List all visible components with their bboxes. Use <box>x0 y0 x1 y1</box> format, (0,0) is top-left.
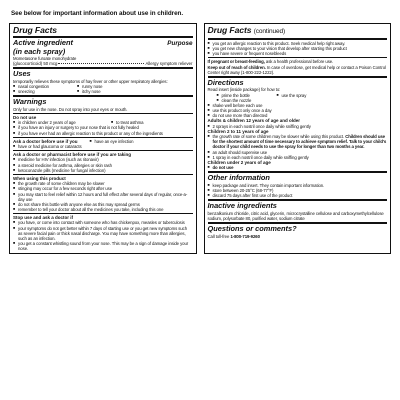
list-item: ■ remember to tell your doctor about all the medicines you take, including this one <box>13 207 193 212</box>
inactive-heading: Inactive ingredients <box>207 201 277 211</box>
divider <box>13 113 193 114</box>
ingredient-purpose-row <box>13 61 193 66</box>
list-item: ■ if you have an injury or surgery to your nose that is not fully healed <box>13 125 193 130</box>
list-item: ■ if you have ever had an allergic reaction to this product or any of the ingredients <box>13 131 193 136</box>
warnings-heading: Warnings <box>13 97 47 107</box>
adults-heading: Adults & children 12 years of age and older <box>207 118 301 124</box>
list-item: ■ the growth rate of some children may be slower <box>13 181 193 186</box>
list-item: ■ have an eye infection <box>90 139 134 144</box>
top-note: See below for important information about use in children. <box>11 10 184 17</box>
list-item: ■ do not use <box>208 165 388 170</box>
divider <box>13 174 193 175</box>
questions-prefix: Call toll-free <box>207 233 230 239</box>
list-item: ■ keep package and insert. They contain important information. <box>208 183 388 188</box>
drug-facts-continued-title <box>208 25 388 37</box>
warnings-intro: Only for use in the nose. Do not spray into your eyes or mouth. <box>13 106 128 112</box>
keep-out-warning <box>208 65 388 75</box>
list-item: ■ you get a constant whistling sound from your nose. This may be a sign of damage inside your nose. <box>13 241 193 251</box>
divider <box>13 67 193 69</box>
list-item: ■ prime the bottle <box>217 93 265 98</box>
purpose-heading: Purpose <box>167 40 193 47</box>
when-using-heading: When using this product <box>13 175 66 181</box>
drug-facts-title: Drug Facts <box>207 25 252 35</box>
ingredient-line-2: (glucocorticoid) 50 mcg <box>13 61 58 67</box>
list-item: ■ nasal congestion <box>13 84 65 89</box>
under2-heading: Children under 2 years of age <box>207 159 271 165</box>
list-item <box>208 134 388 149</box>
active-ingredient-sub: (in each spray) <box>13 46 66 56</box>
children-heading: Children 2 to 11 years of age <box>207 128 269 134</box>
list-item: ■ stinging may occur for a few seconds right after use <box>13 186 193 191</box>
ask-doctor-heading: Ask a doctor before use if you <box>13 138 78 144</box>
uses-heading: Uses <box>13 69 31 79</box>
list-item: ■ itchy nose <box>77 89 101 94</box>
list-item: ■ do not share this bottle with anyone else as this may spread germs <box>13 202 193 207</box>
purpose-text: Allergy symptom reliever <box>145 61 193 67</box>
directions-heading: Directions <box>207 77 244 87</box>
pregnancy-text: ask a health professional before use. <box>265 59 334 65</box>
questions-heading: Questions or comments? <box>207 224 297 234</box>
uses-row-2 <box>13 89 193 94</box>
keep-out-bold: Keep out of reach of children. <box>207 64 266 70</box>
list-item: ■ you have, or come into contact with someone who has chickenpox, measles or tuberculosis <box>13 220 193 225</box>
phone-number: 1-800-719-9260 <box>230 233 260 239</box>
list-item: ■ use this product only once a day <box>208 108 388 113</box>
list-item: ■ you get an allergic reaction to this product. Seek medical help right away. <box>208 41 388 46</box>
other-info-heading: Other information <box>207 173 270 183</box>
list-item: ■ store between 20-25°C (68-77°F) <box>208 188 388 193</box>
divider <box>208 57 388 58</box>
drug-facts-title: Drug Facts <box>13 25 57 35</box>
directions-intro: Read insert (inside package) for how to: <box>207 87 281 93</box>
list-item: ■ you may start to feel relief within 12 hours and full effect after several days of regular, once-a-day use <box>13 192 193 202</box>
do-not-use-heading: Do not use <box>13 114 37 120</box>
list-item: ■ 2 sprays in each nostril once daily while sniffing gently <box>208 124 388 129</box>
pregnancy-bold: If pregnant or breast-feeding, <box>207 59 265 65</box>
divider <box>13 137 193 138</box>
uses-text: temporarily relieves these symptoms of hay fever or other upper respiratory allergies: <box>13 78 168 84</box>
drug-facts-left-panel <box>9 23 197 254</box>
active-ingredient-heading: Active ingredient <box>13 38 73 47</box>
list-item: ■ in children under 2 years of age <box>13 120 99 125</box>
list-item: ■ to treat asthma <box>111 120 143 125</box>
children-growth-bold: Children should use for the shortest amount of time necessary to achieve symptom relief. Talk to your child's doctor if your child needs to use the spray for longer than two months a year. <box>212 134 387 150</box>
drug-facts-columns <box>9 23 391 254</box>
stop-use-heading: Stop use and ask a doctor if <box>13 215 74 221</box>
list-item: ■ use the spray <box>277 93 307 98</box>
drug-facts-right-panel <box>204 23 392 254</box>
divider <box>208 38 388 40</box>
children-growth-text: the growth rate of some children may be slower while using this product. <box>212 134 345 140</box>
list-item: ■ do not use more than directed <box>208 113 388 118</box>
list-item: ■ you have severe or frequent nosebleeds <box>208 51 388 56</box>
list-item: ■ discard 75 days after first use of the product <box>208 193 388 198</box>
divider <box>13 213 193 214</box>
list-item: ■ shake well before each use <box>208 103 388 108</box>
list-item: ■ ketoconazole pills (medicine for fungal infection) <box>13 168 193 173</box>
list-item: ■ 1 spray in each nostril once daily while sniffing gently <box>208 155 388 160</box>
list-item: ■ have or had glaucoma or cataracts <box>13 144 193 149</box>
list-item: ■ clean the nozzle <box>217 98 388 103</box>
list-item: ■ sneezing <box>13 89 65 94</box>
keep-out-text: In case of overdose, get medical help or contact a Poison Control Center right away (1-800-222-1222). <box>207 64 386 75</box>
ask-pharmacist-heading: Ask a doctor or pharmacist before use if you are taking <box>13 152 132 158</box>
ingredient-line-1: Mometasone furoate monohydrate <box>13 56 77 61</box>
questions-line <box>208 234 388 239</box>
list-item: ■ you get new changes to your vision that develop after starting this product <box>208 46 388 51</box>
list-item: ■ medicine for HIV infection (such as ritonavir) <box>13 157 193 162</box>
list-item: ■ your symptoms do not get better within 7 days of starting use or you get new symptoms such as severe facial pain or thick nasal discharge. You may have something more than allergies, such as an infection. <box>13 226 193 241</box>
continued-label: (continued) <box>253 28 286 35</box>
list-item: ■ a steroid medicine for asthma, allergies or skin rash <box>13 163 193 168</box>
inactive-text: benzalkonium chloride, citric acid, glycerin, microcrystalline cellulose and carboxymethylcellulose sodium, polysorbate 80, purified water, sodium citrate <box>207 210 384 221</box>
list-item: ■ runny nose <box>77 84 102 89</box>
dot-leader <box>58 63 144 64</box>
divider <box>13 150 193 151</box>
list-item: ■ an adult should supervise use <box>208 150 388 155</box>
